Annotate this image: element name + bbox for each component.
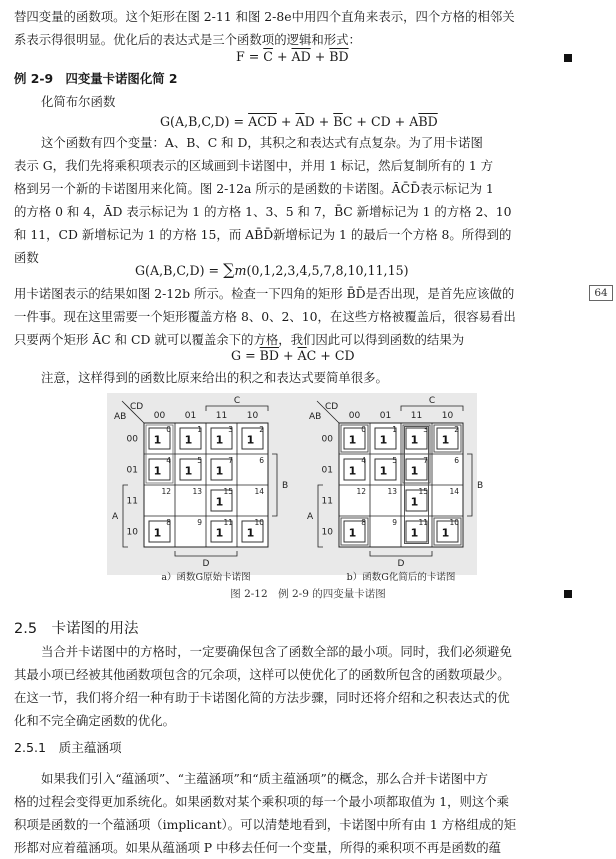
end-of-example-mark <box>564 590 572 598</box>
text-line: 替四变量的函数项。这个矩形在图 2-11 和图 2-8e中用四个直角来表示，四个方格的相邻关 <box>14 9 515 24</box>
map-b-minterm-number: 4 <box>361 456 366 465</box>
map-b-minterm-number: 1 <box>392 425 397 434</box>
page-number: 64 <box>589 285 613 301</box>
map-b-col-label: 01 <box>379 411 392 421</box>
map-a-b-label: B <box>282 481 289 491</box>
map-b-a-bracket <box>318 485 323 547</box>
map-a-minterm-number: 10 <box>254 518 264 527</box>
text-line: 一件事。现在这里需要一个矩形覆盖方格 8、0、2、10，在这些方格被覆盖后，很容易看出 <box>14 309 516 324</box>
map-a-minterm-number: 14 <box>254 487 264 496</box>
map-b-ab-label: AB <box>309 412 322 422</box>
map-b-minterm-number: 11 <box>418 518 428 527</box>
map-b-cell-value: 1 <box>410 526 419 540</box>
map-b-cell-value: 1 <box>348 464 357 478</box>
map-b-b-bracket <box>467 454 472 516</box>
equation-g-simplified: $G = \overline{BD} + \overline{A}C$ + CD <box>231 348 355 363</box>
map-b-minterm-number: 7 <box>423 456 428 465</box>
map-a-minterm-number: 11 <box>223 518 233 527</box>
map-b-minterm-number: 8 <box>361 518 366 527</box>
map-b-cell-value: 1 <box>441 433 450 447</box>
map-a-caption: a）函数G原始卡诺图 <box>161 572 251 583</box>
map-a-cell-value: 1 <box>246 433 255 447</box>
map-b-cell-value: 1 <box>410 464 419 478</box>
text-line: 化和不完全确定函数的优化。 <box>14 713 176 728</box>
example-heading: 例 2-9 四变量卡诺图化简 2 <box>14 71 178 86</box>
map-a-col-label: 11 <box>215 411 228 421</box>
map-b-row-label: 00 <box>321 434 333 445</box>
text-line: 和 11，CD 新增标记为 1 的方格 15，而 AB̄D̄新增标记为 1 的最后一个方格 8。所得到的 <box>14 227 512 242</box>
map-a-row-label: 01 <box>126 465 138 476</box>
text-line: 如果我们引入“蕴涵项”、“主蕴涵项”和“质主蕴涵项”的概念，那么合并卡诺图中方 <box>41 771 488 786</box>
map-b-cell-value: 1 <box>379 464 388 478</box>
map-b-minterm-number: 6 <box>454 456 459 465</box>
text-line: 积项是函数的一个蕴涵项（implicant）。可以清楚地看到，卡诺图中所有由 1 方格组成的矩 <box>14 817 517 832</box>
map-a-a-bracket <box>123 485 128 547</box>
map-a-cell-value: 1 <box>215 495 224 509</box>
map-a-cell-value: 1 <box>153 433 162 447</box>
map-a-minterm-number: 2 <box>259 425 264 434</box>
map-a-d-label: D <box>202 559 210 569</box>
map-b-cell-value: 1 <box>348 433 357 447</box>
map-a-minterm-number: 3 <box>228 425 233 434</box>
map-b-d-label: D <box>397 559 405 569</box>
map-b-d-bracket <box>370 551 432 556</box>
map-b-minterm-number: 3 <box>423 425 428 434</box>
map-a-col-label: 10 <box>246 411 259 421</box>
map-a-minterm-number: 0 <box>166 425 171 434</box>
map-a-cell-value: 1 <box>246 526 255 540</box>
map-a-cell-value: 1 <box>184 433 193 447</box>
text-line: 表示 G，我们先将乘积项表示的区域画到卡诺图中，并用 1 标记，然后复制所有的 1 方 <box>14 158 494 173</box>
map-a-row-label: 10 <box>126 527 138 538</box>
map-a-minterm-number: 8 <box>166 518 171 527</box>
map-b-c-label: C <box>428 396 436 406</box>
karnaugh-maps <box>107 393 484 583</box>
text-line: 在这一节，我们将介绍一种有助于卡诺图化简的方法步骤，同时还将介绍和之积表达式的优 <box>14 690 510 705</box>
equation-g-original: $G(A,B,C,D) = \overline{ACD} + \overline{A}D + \overline{B}C$ + CD + $A\overline{BD}$ <box>160 114 438 129</box>
text-line: 这个函数有四个变量：A、B、C 和 D，其积之和表达式有点复杂。为了用卡诺图 <box>41 135 483 150</box>
map-a-minterm-number: 5 <box>197 456 202 465</box>
map-b-col-label: 10 <box>441 411 454 421</box>
map-a-row-label: 11 <box>126 496 138 507</box>
karnaugh-figure <box>107 393 484 583</box>
map-a-col-label: 00 <box>153 411 166 421</box>
text-line: 注意，这样得到的函数比原来给出的积之和表达式要简单很多。 <box>41 370 388 385</box>
map-a-cell-value: 1 <box>153 464 162 478</box>
map-a-minterm-number: 4 <box>166 456 171 465</box>
section-title: 2.5 卡诺图的用法 <box>14 621 139 637</box>
map-b-minterm-number: 5 <box>392 456 397 465</box>
map-a-minterm-number: 15 <box>223 487 233 496</box>
map-b-minterm-number: 0 <box>361 425 366 434</box>
map-b-cell-value: 1 <box>441 526 450 540</box>
map-b-col-label: 11 <box>410 411 423 421</box>
map-a-minterm-number: 12 <box>161 487 171 496</box>
map-a-a-label: A <box>112 512 119 522</box>
text-line: 函数 <box>14 250 39 265</box>
map-b-col-label: 00 <box>348 411 361 421</box>
map-b-row-label: 11 <box>321 496 333 507</box>
map-b-row-label: 01 <box>321 465 333 476</box>
text-line: 用卡诺图表示的结果如图 2-12b 所示。检查一下四角的矩形 B̄D̄是否出现，是首先应该做的 <box>14 286 515 301</box>
map-b-minterm-number: 10 <box>449 518 459 527</box>
map-b-minterm-number: 2 <box>454 425 459 434</box>
map-a-c-label: C <box>233 396 241 406</box>
equation-g-minterms: G(A,B,C,D) = ∑m(0,1,2,3,4,5,7,8,10,11,15) <box>135 260 409 279</box>
map-b-minterm-number: 9 <box>392 518 397 527</box>
text-line: 只要两个矩形 ĀC 和 CD 就可以覆盖余下的方格，我们因此可以得到函数的结果为 <box>14 332 465 347</box>
text-line: 化简布尔函数 <box>41 94 116 109</box>
map-a-cell-value: 1 <box>153 526 162 540</box>
subsection-title: 2.5.1 质主蕴涵项 <box>14 740 122 755</box>
map-b-minterm-number: 15 <box>418 487 428 496</box>
map-a-ab-label: AB <box>114 412 127 422</box>
map-b-row-label: 10 <box>321 527 333 538</box>
map-b-cell-value: 1 <box>410 495 419 509</box>
map-a-row-label: 00 <box>126 434 138 445</box>
map-b-cd-label: CD <box>325 402 339 412</box>
map-a-col-label: 01 <box>184 411 197 421</box>
text-line: 当合并卡诺图中的方格时，一定要确保包含了函数全部的最小项。同时，我们必须避免 <box>41 644 512 659</box>
map-b-minterm-number: 12 <box>356 487 366 496</box>
map-a-b-bracket <box>272 454 277 516</box>
text-line: 其最小项已经被其他函数项包含的冗余项，这样可以使优化了的函数所包含的函数项最少。 <box>14 667 510 682</box>
end-of-example-mark <box>564 54 572 62</box>
text-line: 形都对应着蕴涵项。如果从蕴涵项 P 中移去任何一个变量，所得的乘积项不再是函数的蕴 <box>14 840 502 855</box>
map-a-cell-value: 1 <box>184 464 193 478</box>
map-b-b-label: B <box>477 481 484 491</box>
map-b-a-label: A <box>307 512 314 522</box>
text-line: 系表示得很明显。优化后的表达式是三个函数项的逻辑和形式： <box>14 32 361 47</box>
map-b-minterm-number: 14 <box>449 487 459 496</box>
map-a-cell-value: 1 <box>215 464 224 478</box>
map-a-minterm-number: 13 <box>192 487 202 496</box>
map-b-cell-value: 1 <box>410 433 419 447</box>
map-a-d-bracket <box>175 551 237 556</box>
map-a-cd-label: CD <box>130 402 144 412</box>
figure-caption: 图 2-12 例 2-9 的四变量卡诺图 <box>230 588 386 600</box>
map-a-minterm-number: 9 <box>197 518 202 527</box>
map-a-minterm-number: 1 <box>197 425 202 434</box>
equation-f: $F = \overline{C} + \overline{AD} + \overline{BD}$ <box>236 49 349 64</box>
map-a-minterm-number: 6 <box>259 456 264 465</box>
map-a-cell-value: 1 <box>215 526 224 540</box>
map-b-cell-value: 1 <box>379 433 388 447</box>
map-b-cell-value: 1 <box>348 526 357 540</box>
map-a-cell-value: 1 <box>215 433 224 447</box>
map-a-minterm-number: 7 <box>228 456 233 465</box>
map-b-minterm-number: 13 <box>387 487 397 496</box>
text-line: 的方格 0 和 4，ĀD 表示标记为 1 的方格 1、3、5 和 7，B̄C 新增标记为 1 的方格 2、10 <box>14 204 512 219</box>
text-line: 格的过程会变得更加系统化。如果函数对某个乘积项的每一个最小项都取值为 1，则这个乘 <box>14 794 510 809</box>
map-b-caption: b）函数G化简后的卡诺图 <box>346 572 456 583</box>
text-line: 格到另一个新的卡诺图用来化简。图 2-12a 所示的是函数的卡诺图。ĀC̄D̄表示标记为 1 <box>14 181 494 196</box>
